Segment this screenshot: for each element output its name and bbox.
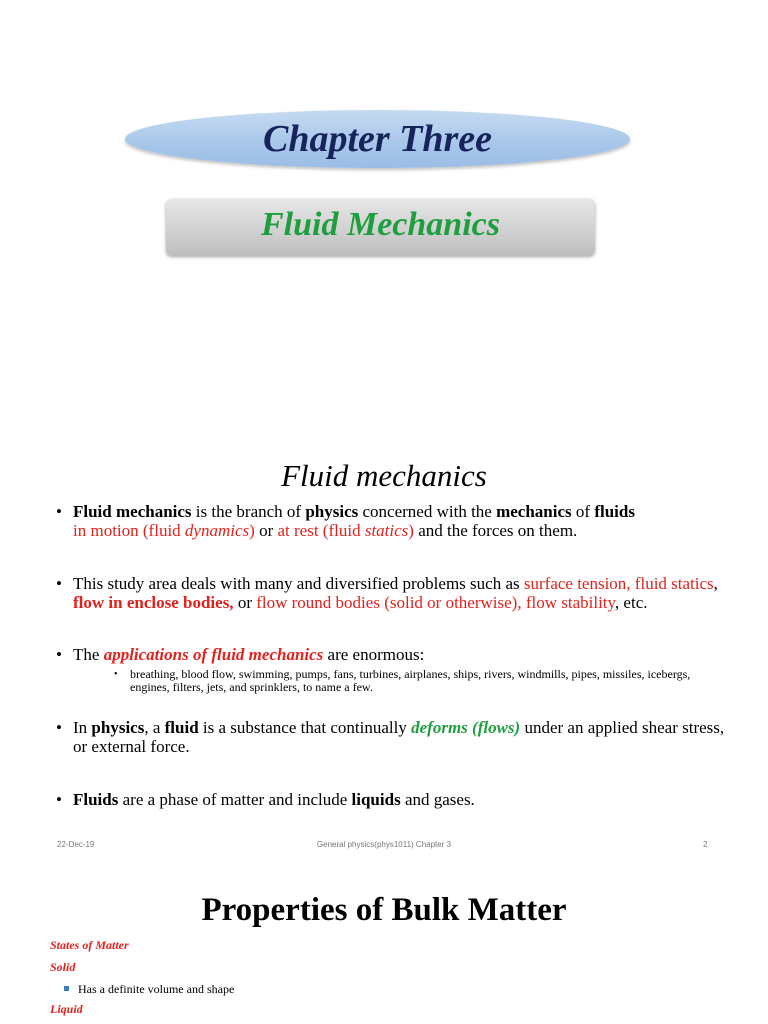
text-fragment: breathing, blood flow, swimming, pumps, fans, turbines, airplanes, ships, rivers, windmills, pipes, missiles, icebergs, engines, filters, jets, and sprinklers, to name a few. [130,667,691,694]
text-fragment: of [571,502,595,521]
text-fragment: is the branch of [191,502,306,521]
text-fragment: mechanics [496,502,572,521]
solid-item [64,982,234,997]
text-fragment: under an applied shear stress, or external force. [73,718,725,756]
text-fragment: , [713,574,718,593]
sub-bullet-icon: • [114,669,118,680]
text-fragment: Has a definite volume and shape [78,982,235,996]
footer-date: 22-Dec-19 [57,840,95,849]
text-fragment: dynamics [184,521,250,540]
slide-heading: Fluid mechanics [281,458,487,493]
text-fragment: concerned with the [358,502,497,521]
text-fragment: and gases. [400,790,475,809]
slide-bulk-matter [0,880,768,1024]
slide-fluid-mechanics [0,440,768,860]
bullet-icon: • [56,574,62,593]
text-fragment: ) [408,521,414,540]
text-fragment: or [233,593,257,612]
text-fragment: are enormous: [323,645,425,664]
bullet-list [56,502,736,809]
text-fragment: This study area deals with many and diversified problems such as [73,574,524,593]
text-fragment: applications of fluid mechanics [103,645,324,664]
text-fragment: liquids [351,790,401,809]
text-fragment: at rest (fluid [277,521,365,540]
footer-page-number: 2 [703,840,708,849]
slide-heading: Properties of Bulk Matter [201,892,567,928]
text-fragment: The [73,645,104,664]
liquid-label: Liquid [50,1002,83,1016]
text-fragment: and the forces on them. [413,521,578,540]
text-fragment: in motion (fluid [73,521,185,540]
text-fragment: statics [364,521,409,540]
text-fragment: Fluids [73,790,119,809]
text-fragment: ) [249,521,255,540]
sub-bullet-examples [114,668,710,694]
bullet-icon: • [56,502,62,521]
bullet-definition [56,502,736,540]
text-fragment: or [254,521,278,540]
footer-course: General physics(phys1011) Chapter 3 [316,840,452,849]
bullet-fluid-definition [56,718,736,756]
text-fragment: physics [305,502,359,521]
text-fragment: deforms (flows) [411,718,521,737]
text-fragment: Fluid mechanics [73,502,192,521]
text-fragment: is a substance that continually [198,718,412,737]
square-bullet-icon [64,986,69,991]
bullet-applications [56,645,736,664]
text-fragment: surface tension, fluid statics [523,574,714,593]
text-fragment: flow in enclose bodies, [73,593,234,612]
text-fragment: fluids [594,502,635,521]
text-fragment: are a phase of matter and include [118,790,352,809]
slide-title [0,0,768,420]
chapter-title: Chapter Three [262,118,493,160]
bullet-icon: • [56,790,62,809]
text-fragment: In [73,718,92,737]
chapter-subtitle: Fluid Mechanics [261,206,500,243]
bullet-study-area [56,574,736,612]
text-fragment: fluid [164,718,199,737]
bullet-icon: • [56,645,62,664]
bullet-icon: • [56,718,62,737]
bullet-phase [56,790,736,809]
text-fragment: flow round bodies (solid or otherwise), flow stability [256,593,615,612]
text-fragment: physics [91,718,145,737]
text-fragment: , etc. [614,593,648,612]
states-label: States of Matter [50,938,129,952]
solid-label: Solid [50,960,76,974]
text-fragment: , a [144,718,165,737]
